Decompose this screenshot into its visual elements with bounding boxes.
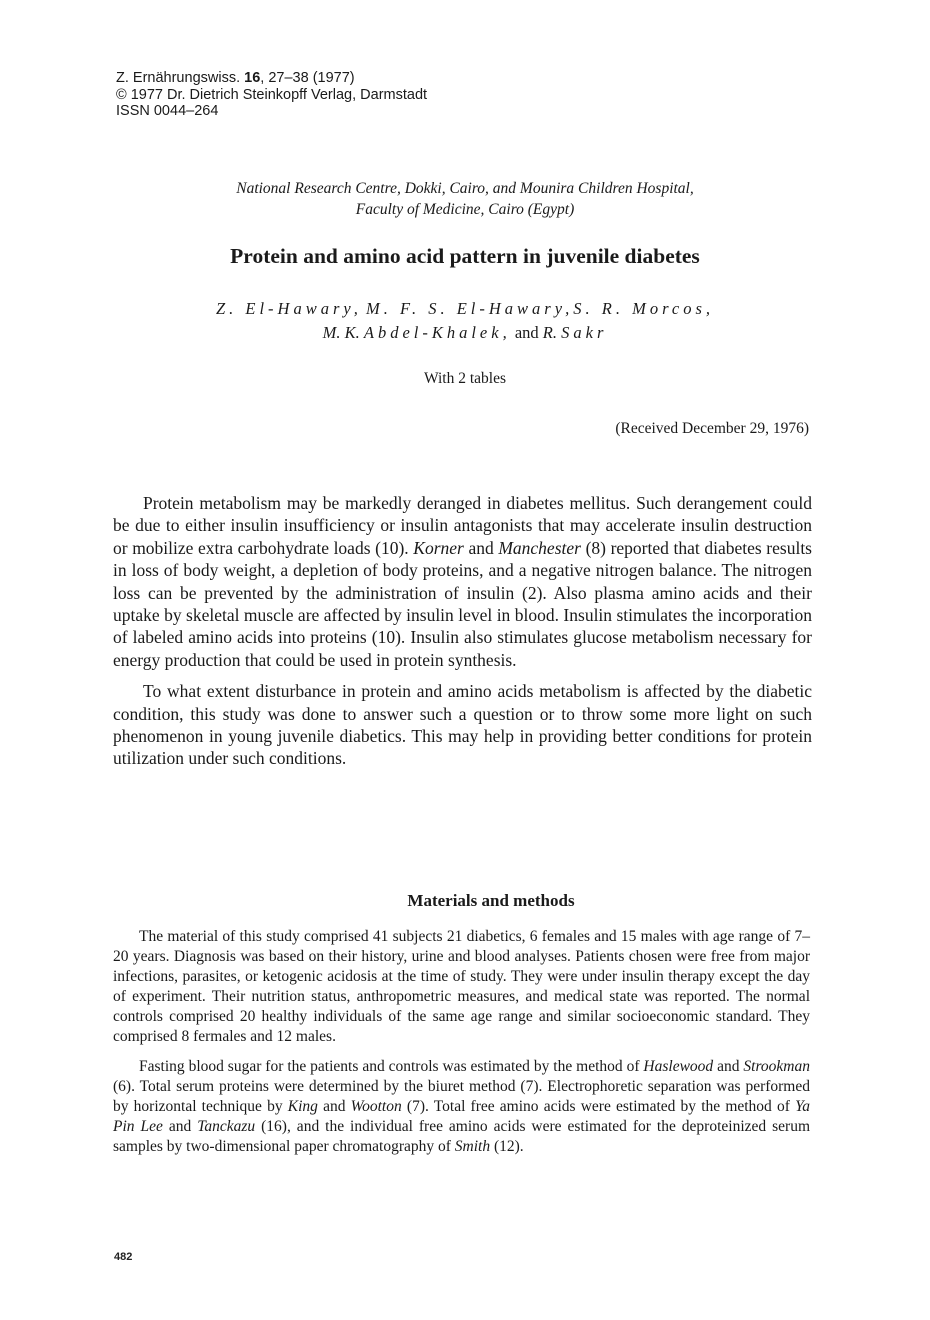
paper-title: Protein and amino acid pattern in juvenile diabetes xyxy=(230,244,700,268)
tables-note: With 2 tables xyxy=(423,370,507,387)
section-heading-methods: Materials and methods xyxy=(407,891,575,910)
journal-citation: Z. Ernährungswiss. 16, 27–38 (1977) xyxy=(116,70,355,86)
author-list xyxy=(116,297,814,345)
intro-paragraph-2: To what extent disturbance in protein and amino acids metabolism is affected by the diabetic condition, this study was done to answer such a question or to throw some more light on such phenomenon in young juvenile diabetics. This may help in providing better conditions for protein utilization under such conditions. xyxy=(113,681,812,769)
cited-author-smith: Smith xyxy=(454,1137,491,1155)
cited-author-ya-pin-lee: Ya Pin Lee xyxy=(113,1097,811,1135)
author-5-initials: R. xyxy=(542,323,557,342)
author-2: M. F. S. El-Hawary, xyxy=(366,299,574,318)
cited-author-korner: Korner xyxy=(413,537,464,558)
author-line-2 xyxy=(116,321,814,345)
received-date: (Received December 29, 1976) xyxy=(615,420,809,437)
author-4-initials: M. K. xyxy=(322,323,360,342)
cited-author-haslewood: Haslewood xyxy=(643,1057,714,1075)
journal-issn: ISSN 0044–264 xyxy=(116,103,219,119)
affiliation-line-1: National Research Centre, Dokki, Cairo, and Mounira Children Hospital, xyxy=(236,180,694,197)
introduction xyxy=(113,492,812,770)
cited-author-manchester: Manchester xyxy=(498,537,581,558)
author-1: Z. El-Hawary, xyxy=(215,299,362,318)
journal-copyright: © 1977 Dr. Dietrich Steinkopff Verlag, Darmstadt xyxy=(116,86,428,103)
cited-author-tanckazu: Tanckazu xyxy=(197,1117,256,1135)
methods-paragraph-2: Fasting blood sugar for the patients and controls was estimated by the method of Haslewood and Strookman (6). Total serum proteins were determined by the biuret method (7). Electrophoretic separation was performed by horizontal technique by King and Wootton (7). Total free amino acids were estimated by the method of Ya Pin Lee and Tanckazu (16), and the individual free amino acids were estimated for the deproteinized serum samples by two-dimensional paper chromatography of Smith (12). xyxy=(113,1057,811,1155)
journal-volume: 16 xyxy=(244,70,261,86)
affiliation xyxy=(116,178,814,220)
journal-header xyxy=(116,70,427,120)
author-4-name: Abdel-Khalek, xyxy=(363,323,511,342)
methods-section xyxy=(113,927,810,1157)
cited-author-strookman: Strookman xyxy=(743,1057,810,1075)
author-conjunction: and xyxy=(514,323,539,342)
cited-author-wootton: Wootton xyxy=(350,1097,402,1115)
intro-paragraph-1: Protein metabolism may be markedly deranged in diabetes mellitus. Such derangement could be due to either insulin insufficiency or insulin antagonists that may accelerate insulin destruction or mobilize extra carbohydrate loads (10). Korner and Manchester (8) reported that diabetes results in loss of body weight, a depletion of body proteins, and a negative nitrogen balance. The nitrogen loss can be prevented by the administration of insulin (2). Also plasma amino acids and their uptake by skeletal muscle are affected by insulin level in blood. Insulin stimulates the incorporation of labeled amino acids into proteins (10). Insulin also stimulates glucose metabolism necessary for energy production that could be used in protein synthesis. xyxy=(113,493,812,670)
affiliation-line-2: Faculty of Medicine, Cairo (Egypt) xyxy=(355,201,575,218)
methods-paragraph-1: The material of this study comprised 41 subjects 21 diabetics, 6 females and 15 males with age range of 7–20 years. Diagnosis was based on their history, urine and blood analyses. Patients chosen were free from major infections, parasites, or ketogenic acidosis at the time of study. They were under insulin therapy except the day of experiment. Their nutrition status, anthropometric measures, and medical state was reported. The normal controls comprised 20 healthy individuals of the same age range and similar socioeconomic standard. They comprised 8 fermales and 12 males. xyxy=(113,928,810,1046)
page-number: 482 xyxy=(114,1251,133,1263)
author-3: S. R. Morcos, xyxy=(573,299,715,318)
cited-author-king: King xyxy=(287,1097,318,1115)
author-line-1 xyxy=(116,297,814,321)
author-5-name: Sakr xyxy=(561,323,608,342)
